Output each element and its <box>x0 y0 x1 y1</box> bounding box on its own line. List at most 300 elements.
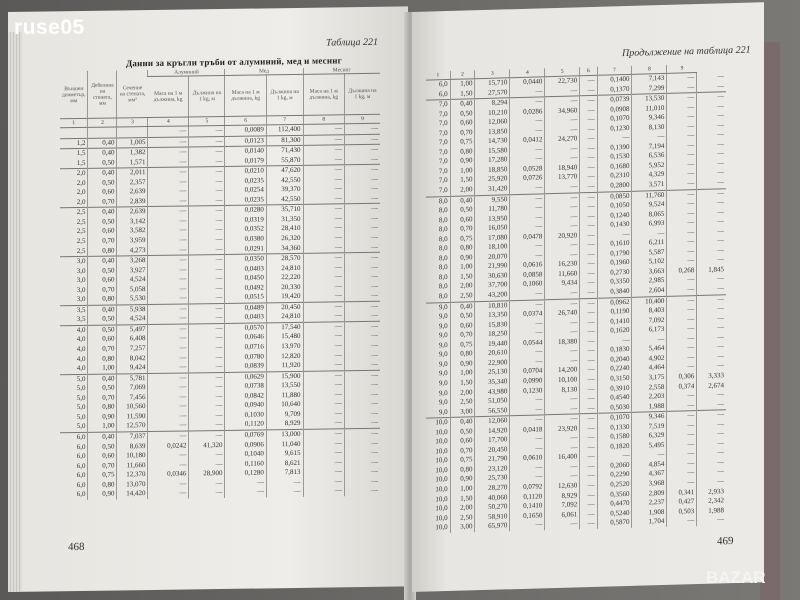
table-cell: 2,5 <box>76 246 86 255</box>
table-cell: — <box>225 478 266 488</box>
table-cell: 7,0 <box>438 109 448 118</box>
table-cell: — <box>148 334 189 344</box>
table-cell: 8,294 <box>475 98 510 109</box>
table-cell: — <box>344 428 380 439</box>
table-cell: — <box>545 222 580 233</box>
table-cell: 0,0769 <box>225 430 266 441</box>
table-cell: — <box>667 199 697 209</box>
table-cell: 0,5240 <box>597 508 632 519</box>
table-cell: — <box>580 288 597 299</box>
table-cell: — <box>580 375 597 385</box>
table-cell: 10,180 <box>117 451 148 461</box>
table-cell: 2,5 <box>76 227 86 236</box>
table-cell: — <box>580 519 597 529</box>
table-cell: 9,0 <box>438 331 448 340</box>
column-number-cell: 9 <box>344 114 380 123</box>
table-cell: — <box>148 431 189 442</box>
table-cell: 12,570 <box>117 421 148 431</box>
table-cell: 42,550 <box>266 195 303 206</box>
table-cell: 6,0 <box>60 432 88 442</box>
table-cell: 0,0990 <box>510 376 545 387</box>
table-cell: 0,80 <box>88 246 117 256</box>
table-cell: 112,400 <box>266 124 303 135</box>
table-cell: — <box>303 429 344 440</box>
table-cell: 39,370 <box>266 185 303 195</box>
table-cell: 0,80 <box>450 350 475 360</box>
table-cell: — <box>344 448 380 458</box>
table-cell: 2,674 <box>697 381 726 391</box>
table-cell: 31,350 <box>266 215 303 225</box>
table-cell: — <box>580 250 597 260</box>
table-cell: — <box>697 343 726 353</box>
table-cell: — <box>697 140 726 150</box>
table-cell: 0,0940 <box>225 401 266 411</box>
table-cell: — <box>303 312 344 323</box>
table-cell: 0,70 <box>450 224 475 234</box>
table-cell: — <box>344 409 380 419</box>
table-cell: 12,820 <box>266 351 303 361</box>
open-book <box>8 12 778 600</box>
table-cell: — <box>697 92 726 103</box>
table-cell: — <box>667 112 697 122</box>
table-cell: 20,070 <box>475 252 510 263</box>
table-cell: — <box>667 218 697 228</box>
table-cell: 0,0280 <box>225 205 266 216</box>
table-cell: 18,380 <box>545 337 580 348</box>
table-cell: 21,790 <box>475 455 510 466</box>
table-cell: 0,0629 <box>225 372 266 383</box>
table-cell: — <box>545 86 580 97</box>
table-cell: 3,927 <box>117 266 148 276</box>
table-cell: 28,270 <box>475 483 510 494</box>
table-cell: — <box>632 450 667 461</box>
table-cell: — <box>510 319 545 330</box>
table-cell: 7,194 <box>632 142 667 153</box>
table-cell: 0,1050 <box>597 201 632 212</box>
table-cell: 0,268 <box>667 266 697 276</box>
header-col5: Дължина на 1 kg, м <box>189 75 225 117</box>
table-cell: — <box>580 144 597 154</box>
table-cell: 2,50 <box>450 513 475 523</box>
table-cell: 6,0 <box>76 480 86 489</box>
table-cell: — <box>697 400 726 411</box>
table-cell: — <box>510 145 545 156</box>
table-cell: — <box>510 405 545 416</box>
table-cell: 9,0 <box>438 340 448 350</box>
table-cell: — <box>303 233 344 243</box>
table-cell: 1,50 <box>450 494 475 504</box>
table-cell: — <box>580 182 597 193</box>
table-cell: 3,268 <box>117 256 148 266</box>
table-cell: 0,0726 <box>510 174 545 185</box>
table-cell: 17,080 <box>475 233 510 244</box>
table-cell: 6,061 <box>545 510 580 521</box>
table-cell: — <box>189 125 225 136</box>
table-cell: — <box>580 125 597 135</box>
table-cell: — <box>697 304 726 314</box>
table-cell: — <box>303 273 344 283</box>
table-cell: — <box>303 467 344 477</box>
table-cell: 0,0839 <box>225 362 266 373</box>
table-cell: 0,1190 <box>597 307 632 318</box>
table-cell: 13,970 <box>266 342 303 352</box>
table-cell: — <box>580 259 597 269</box>
table-cell: — <box>344 223 380 233</box>
table-cell: 5,464 <box>632 344 667 355</box>
table-cell: 35,710 <box>266 205 303 216</box>
table-cell: 0,0842 <box>225 391 266 401</box>
table-cell: 9,0 <box>438 312 448 321</box>
table-cell: — <box>697 314 726 324</box>
table-cell: 0,3560 <box>597 489 632 500</box>
table-cell: 1,00 <box>450 166 475 176</box>
table-cell: 3,5 <box>76 315 86 324</box>
table-cell: 2,604 <box>632 286 667 297</box>
table-cell: 3,00 <box>450 407 475 418</box>
table-cell: — <box>580 500 597 510</box>
table-cell: 0,0412 <box>510 136 545 147</box>
table-cell: 0,50 <box>88 178 117 188</box>
table-cell: 0,0610 <box>510 454 545 465</box>
table-cell: 3,663 <box>632 267 667 278</box>
table-cell: — <box>697 458 726 468</box>
table-cell: 0,0210 <box>225 166 266 177</box>
header-aluminium: Алуминий <box>148 69 225 77</box>
table-cell: 8,0 <box>438 225 448 234</box>
table-cell: 65,970 <box>475 521 510 532</box>
table-cell: — <box>580 490 597 500</box>
table-cell: — <box>189 206 225 217</box>
table-cell: — <box>189 235 225 245</box>
table-cell: — <box>667 83 697 94</box>
table-cell: — <box>597 133 632 144</box>
table-cell: 28,570 <box>266 253 303 264</box>
table-cell: 1,00 <box>450 484 475 494</box>
table-cell: — <box>148 196 189 207</box>
table-cell: 1,845 <box>697 265 726 275</box>
table-cell: 10,0 <box>435 523 448 532</box>
table-cell <box>117 127 148 138</box>
column-number-cell: 7 <box>266 115 303 125</box>
table-cell: — <box>148 324 189 335</box>
table-cell: 4,0 <box>60 325 88 335</box>
table-cell: 0,2290 <box>597 470 632 481</box>
table-cell: 11,880 <box>266 391 303 401</box>
table-cell: 15,830 <box>475 320 510 331</box>
table-cell: 1,005 <box>117 137 148 148</box>
table-cell: 0,503 <box>667 507 697 517</box>
table-cell: — <box>580 153 597 163</box>
table-cell: 7,0 <box>438 147 448 157</box>
table-cell: — <box>510 213 545 224</box>
table-cell: 2,809 <box>632 488 667 499</box>
table-cell: — <box>580 278 597 288</box>
table-cell: — <box>697 439 726 449</box>
table-cell: — <box>510 289 545 300</box>
table-cell: — <box>667 150 697 160</box>
table-cell: 4,464 <box>632 363 667 374</box>
table-cell: 1,00 <box>450 369 475 379</box>
table-cell: 17,280 <box>475 156 510 167</box>
table-cell: — <box>667 141 697 151</box>
table-cell: 0,75 <box>450 456 475 466</box>
table-cell: 8,065 <box>632 210 667 221</box>
table-cell: — <box>189 186 225 196</box>
table-cell: — <box>510 395 545 406</box>
table-cell: 0,0374 <box>510 309 545 320</box>
table-cell: — <box>344 321 380 332</box>
table-cell: 14,920 <box>475 426 510 437</box>
table-cell: — <box>344 252 380 263</box>
header-col7: Дължина на 1 kg, м <box>266 74 303 116</box>
table-cell: 8,403 <box>632 306 667 317</box>
table-cell: 0,1650 <box>510 511 545 522</box>
table-cell: 30,630 <box>475 271 510 282</box>
table-cell: 0,1330 <box>597 423 632 434</box>
table-cell: — <box>344 476 380 486</box>
table-cell: — <box>667 160 697 170</box>
table-cell: 17,700 <box>475 436 510 447</box>
table-cell: — <box>344 262 380 272</box>
table-cell: 0,1410 <box>597 317 632 328</box>
table-cell: 21,990 <box>475 262 510 273</box>
table-cell: — <box>580 394 597 404</box>
table-cell: 7,0 <box>438 157 448 166</box>
table-cell: 0,0380 <box>225 234 266 244</box>
table-cell: 17,540 <box>266 322 303 333</box>
table-cell: 6,329 <box>632 431 667 442</box>
table-cell: 0,70 <box>88 285 117 295</box>
table-cell: 3,5 <box>60 305 88 315</box>
table-cell: — <box>667 459 697 469</box>
table-cell: 12,630 <box>545 481 580 492</box>
table-cell: 0,40 <box>88 374 117 384</box>
table-cell: — <box>303 439 344 449</box>
table-cell: 15,710 <box>475 78 510 89</box>
table-cell: — <box>344 123 380 134</box>
table-cell: 0,50 <box>88 217 117 227</box>
table-cell: 28,900 <box>189 469 225 479</box>
table-cell: 4,329 <box>632 170 667 181</box>
table-cell: 0,90 <box>88 490 117 500</box>
table-cell: 0,80 <box>450 244 475 254</box>
table-cell: — <box>344 331 380 341</box>
table-cell: — <box>303 458 344 468</box>
table-cell: — <box>303 214 344 224</box>
table-cell: — <box>545 241 580 252</box>
table-cell: 2,0 <box>76 178 86 187</box>
table-cell: — <box>344 438 380 448</box>
table-cell: 13,530 <box>632 93 667 104</box>
table-cell: — <box>667 440 697 450</box>
table-cell: — <box>545 394 580 405</box>
table-cell: 13,350 <box>475 310 510 321</box>
table-cell: 8,639 <box>117 442 148 452</box>
table-cell: — <box>667 73 697 84</box>
table-cell: 9,346 <box>632 113 667 124</box>
table-cell: 0,2800 <box>597 181 632 192</box>
table-cell: 0,0403 <box>225 313 266 324</box>
table-cell: 10,810 <box>475 300 510 311</box>
table-cell: 0,1160 <box>225 459 266 469</box>
table-cell: — <box>189 216 225 226</box>
table-cell: 2,50 <box>450 397 475 407</box>
left-data-table <box>60 67 380 500</box>
table-cell: — <box>303 302 344 313</box>
table-cell: — <box>510 444 545 455</box>
table-cell: — <box>545 288 580 299</box>
table-cell: 0,0286 <box>510 107 545 118</box>
table-cell: 0,5870 <box>597 518 632 529</box>
table-cell: — <box>580 221 597 231</box>
table-cell: — <box>303 409 344 419</box>
table-cell: 0,0319 <box>225 215 266 225</box>
table-cell: — <box>545 404 580 415</box>
table-cell: — <box>189 313 225 324</box>
column-number-cell: 5 <box>189 116 225 126</box>
table-cell: — <box>189 401 225 411</box>
table-cell: 1,50 <box>450 272 475 282</box>
table-cell: — <box>510 329 545 340</box>
table-cell: — <box>148 187 189 197</box>
table-cell: — <box>580 403 597 414</box>
table-cell: 10,640 <box>266 400 303 410</box>
table-cell: 1,382 <box>117 148 148 158</box>
column-number-cell: 3 <box>117 118 148 127</box>
table-cell: — <box>545 434 580 445</box>
table-cell: 0,90 <box>450 359 475 369</box>
table-cell: — <box>545 96 580 107</box>
table-cell: 0,0492 <box>225 283 266 293</box>
table-cell: 10,100 <box>545 375 580 386</box>
table-cell: 6,211 <box>632 238 667 249</box>
table-cell: — <box>632 335 667 346</box>
table-cell: 12,370 <box>117 470 148 480</box>
table-cell: 0,0962 <box>597 297 632 308</box>
table-cell: 6,408 <box>117 335 148 345</box>
table-cell: 0,70 <box>88 393 117 403</box>
table-cell: — <box>189 479 225 489</box>
table-cell: — <box>697 390 726 400</box>
table-cell: — <box>303 341 344 351</box>
right-page-number: 469 <box>717 535 734 548</box>
table-cell: 58,910 <box>475 512 510 523</box>
table-cell: — <box>697 256 726 266</box>
table-cell: — <box>189 460 225 470</box>
table-cell: — <box>189 157 225 168</box>
table-cell: 11,010 <box>632 104 667 115</box>
table-cell: 3,571 <box>632 180 667 191</box>
table-cell: 0,75 <box>88 471 117 481</box>
table-cell: — <box>697 208 726 218</box>
table-cell: 0,1030 <box>225 410 266 420</box>
table-cell: — <box>189 430 225 441</box>
table-cell: — <box>148 460 189 470</box>
column-number-cell: 7 <box>597 66 632 75</box>
table-cell: — <box>697 275 726 285</box>
table-cell: — <box>189 362 225 373</box>
table-cell: 6,0 <box>76 451 86 461</box>
table-cell: 1,50 <box>450 176 475 186</box>
table-cell: 0,60 <box>88 276 117 286</box>
table-cell: — <box>510 183 545 194</box>
table-cell: 9,0 <box>438 407 448 416</box>
table-cell: — <box>303 204 344 215</box>
table-cell: — <box>303 243 344 254</box>
header-col2: Дебелина на стената, мм <box>88 70 117 118</box>
table-cell: — <box>580 105 597 115</box>
table-cell: 3,582 <box>117 227 148 237</box>
table-cell: 9,0 <box>438 378 448 388</box>
table-cell: — <box>189 488 225 498</box>
table-cell: 3,0 <box>76 276 86 285</box>
table-cell: — <box>303 448 344 458</box>
table-cell: 9,346 <box>632 412 667 423</box>
table-cell: — <box>667 391 697 401</box>
table-cell: 7,092 <box>545 500 580 511</box>
table-cell: — <box>189 284 225 294</box>
table-cell: 1,571 <box>117 158 148 168</box>
table-cell: 2,5 <box>76 236 86 246</box>
table-cell: 0,50 <box>88 266 117 276</box>
table-cell: 1,988 <box>697 506 726 516</box>
table-cell: 0,80 <box>88 403 117 413</box>
table-cell: — <box>344 467 380 477</box>
table-cell: — <box>303 134 344 145</box>
table-cell: 0,0140 <box>225 146 266 157</box>
table-cell: 0,0489 <box>225 303 266 314</box>
table-cell: 0,75 <box>450 138 475 148</box>
table-cell: — <box>189 303 225 314</box>
table-cell: — <box>697 333 726 343</box>
table-cell: 0,0242 <box>148 441 189 451</box>
table-cell: 15,580 <box>475 146 510 157</box>
table-cell: — <box>344 272 380 282</box>
table-cell: — <box>667 353 697 363</box>
table-cell: — <box>667 276 697 286</box>
table-cell: — <box>510 155 545 166</box>
table-cell: 14,730 <box>475 137 510 148</box>
table-cell: 0,2310 <box>597 171 632 182</box>
table-cell: — <box>580 462 597 472</box>
table-cell: — <box>148 411 189 421</box>
table-cell: — <box>266 478 303 488</box>
table-cell: — <box>580 163 597 173</box>
table-cell: 0,0478 <box>510 232 545 243</box>
table-cell: — <box>545 182 580 193</box>
table-cell: — <box>189 450 225 460</box>
table-cell: — <box>148 255 189 266</box>
table-cell: 9,615 <box>266 449 303 459</box>
table-cell: 0,50 <box>450 205 475 215</box>
table-cell: 2,011 <box>117 168 148 178</box>
table-cell: — <box>667 209 697 219</box>
table-cell: 6,993 <box>632 219 667 230</box>
table-cell: — <box>344 399 380 409</box>
table-cell: — <box>697 131 726 141</box>
table-cell: 8,042 <box>117 354 148 364</box>
table-cell: — <box>697 111 726 121</box>
column-number-cell: 3 <box>475 69 510 78</box>
table-cell: 0,2730 <box>597 268 632 279</box>
table-cell: 5,058 <box>117 285 148 295</box>
table-cell: 9,524 <box>632 200 667 211</box>
table-cell: — <box>189 274 225 284</box>
table-cell: 37,700 <box>475 281 510 292</box>
table-cell: — <box>189 353 225 363</box>
table-cell: — <box>303 351 344 361</box>
table-cell: 0,40 <box>88 305 117 315</box>
